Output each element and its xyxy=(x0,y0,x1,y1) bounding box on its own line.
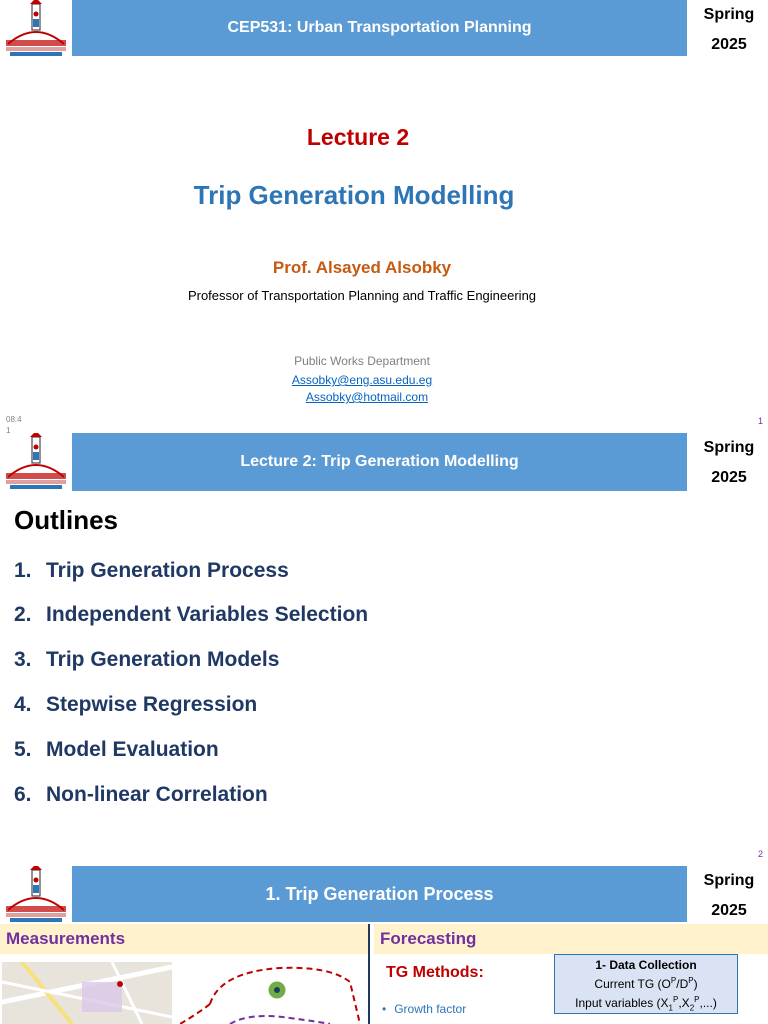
measurements-label: Measurements xyxy=(6,929,126,948)
slide-3 xyxy=(0,866,768,1024)
input-variables-line: Input variables $(X_1^P,X_2^P,...)$ xyxy=(575,995,717,1013)
method-growth-factor: • Growth factor xyxy=(382,1002,467,1016)
course-title-bar xyxy=(72,0,687,56)
outline-item-2: 2. Independent Variables Selection xyxy=(14,603,369,626)
current-tg-line: Current TG $(O^P/D^P)$ xyxy=(594,976,698,991)
city-map-image xyxy=(2,962,172,1024)
course-title: CEP531: Urban Transportation Planning xyxy=(227,19,532,36)
university-logo xyxy=(0,433,72,491)
measurements-panel xyxy=(0,924,370,1024)
author-role: Professor of Transportation Planning and Traffic Engineering xyxy=(187,288,537,303)
outline-item-5: 5. Model Evaluation xyxy=(14,738,219,761)
data-collection-box xyxy=(554,954,738,1014)
section-title: 1. Trip Generation Process xyxy=(265,883,494,904)
slide-1 xyxy=(0,0,768,435)
email-link-hotmail[interactable]: Assobky@hotmail.com xyxy=(305,390,429,404)
forecasting-label: Forecasting xyxy=(380,929,477,948)
slide-timestamp: 08:4 1 xyxy=(6,415,22,435)
term-label: Spring 2025 xyxy=(703,439,755,486)
forecasting-header xyxy=(374,924,768,954)
outline-item-3: 3. Trip Generation Models xyxy=(14,648,280,671)
zone-boundary-sketch xyxy=(180,962,365,1024)
email-link-eng[interactable]: Assobky@eng.asu.edu.eg xyxy=(291,373,433,387)
term-label: Spring 2025 xyxy=(703,872,755,919)
section-title-bar xyxy=(72,866,687,922)
department: Public Works Department xyxy=(294,354,430,368)
term-label: Spring 2025 xyxy=(703,6,755,53)
author-name: Prof. Alsayed Alsobky xyxy=(272,258,452,277)
outline-item-6: 6. Non-linear Correlation xyxy=(14,783,268,806)
tg-methods-label: TG Methods: xyxy=(386,964,484,981)
lecture-title: Trip Generation Modelling xyxy=(193,180,515,210)
university-logo xyxy=(0,866,72,924)
slide-2 xyxy=(0,433,768,859)
outline-item-4: 4. Stepwise Regression xyxy=(14,693,258,716)
university-logo xyxy=(0,0,72,58)
outline-list xyxy=(14,559,368,807)
page-number: 2 xyxy=(758,849,764,859)
lecture-number: Lecture 2 xyxy=(306,124,410,150)
measurements-header xyxy=(0,924,368,954)
outlines-heading: Outlines xyxy=(14,505,119,535)
outline-item-1: 1. Trip Generation Process xyxy=(14,559,289,582)
lecture-header-title: Lecture 2: Trip Generation Modelling xyxy=(240,453,519,470)
data-collection-title: 1- Data Collection xyxy=(595,958,697,972)
forecasting-panel xyxy=(374,924,768,1024)
page-number: 1 xyxy=(758,416,764,426)
lecture-title-bar xyxy=(72,433,687,491)
